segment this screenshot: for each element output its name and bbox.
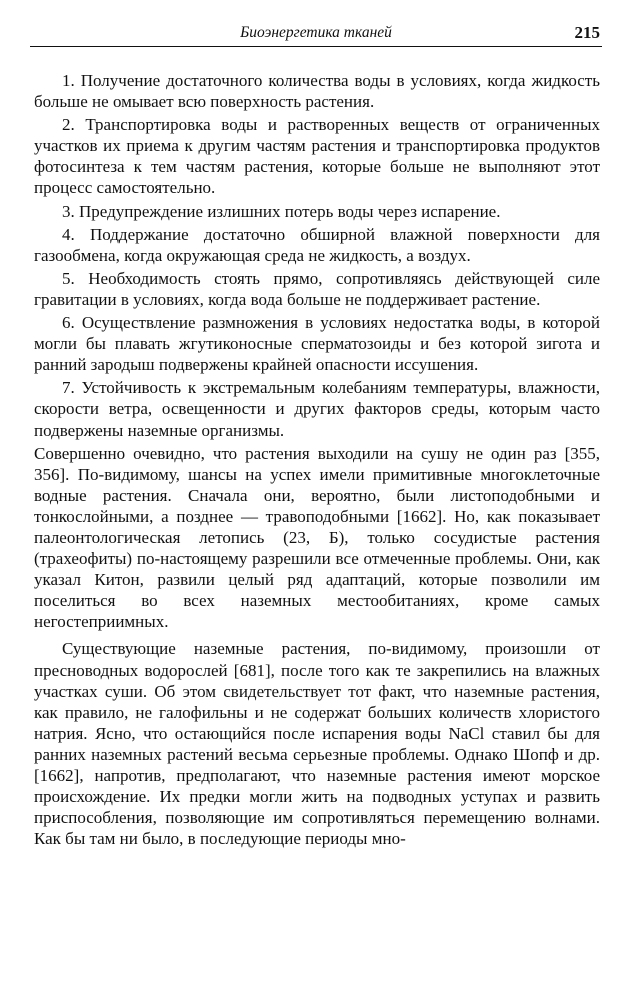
paragraph-origin: Существующие наземные растения, по-видимому, произошли от пресноводных водорослей [681], после того как те закрепились на влажных участках суши. Об этом свидетельствует тот факт, что наземные растения, как правило, не галофильны и не содержат больших количеств хлористого натрия. Ясно, что остающийся после испарения воды NaCl ставил бы для ранних наземных растений весьма серьезные проблемы. Однако Шопф и др. [1662], напротив, предполагают, что наземные растения имеют морское происхождение. Их предки могли жить на подводных уступах и развить приспособления, позволяющие им сопротивляться перемещению волнами. Как бы там ни было, в последующие периоды мно- <box>34 639 600 849</box>
page-header <box>30 22 602 47</box>
running-title: Биоэнергетика тканей <box>240 24 392 41</box>
list-item-4: 4. Поддержание достаточно обширной влажной поверхности для газообмена, когда окружающая среда не жидкость, а воздух. <box>34 224 600 265</box>
list-item-5: 5. Необходимость стоять прямо, сопротивляясь действующей силе гравитации в условиях, когда вода больше не поддерживает растение. <box>34 268 600 309</box>
list-item-2: 2. Транспортировка воды и растворенных веществ от ограниченных участков их приема к другим частям растения и транспортировка продуктов фотосинтеза к тем частям растения, которые больше не выполняют этот процесс самостоятельно. <box>34 115 600 198</box>
body-text <box>34 70 600 849</box>
list-item-6: 6. Осуществление размножения в условиях недостатка воды, в которой могли бы плавать жгутиконосные сперматозоиды и без которой зигота и ранний зародыш подвержены крайней опасности иссушения. <box>34 313 600 375</box>
list-item-1: 1. Получение достаточного количества воды в условиях, когда жидкость больше не омывает всю поверхность растения. <box>34 71 600 112</box>
page-number: 215 <box>574 23 600 42</box>
list-item-3: 3. Предупреждение излишних потерь воды через испарение. <box>62 201 501 221</box>
list-item-7: 7. Устойчивость к экстремальным колебаниям температуры, влажности, скорости ветра, освещенности и других факторов среды, которым часто подвержены наземные организмы. <box>34 378 600 440</box>
paragraph-land-plants: Совершенно очевидно, что растения выходили на сушу не один раз [355, 356]. По-видимому, шансы на успех имели примитивные многоклеточные водные растения. Сначала они, вероятно, были листоподобными и тонкослойными, а позднее — травоподобными [1662]. Но, как показывает палеонтологическая летопись (23, Б), только сосудистые растения (трахеофиты) по-настоящему разрешили все отмеченные проблемы. Они, как указал Китон, развили целый ряд адаптаций, которые позволили им поселиться во всех наземных местообитаниях, кроме самых негостеприимных. <box>34 443 600 632</box>
